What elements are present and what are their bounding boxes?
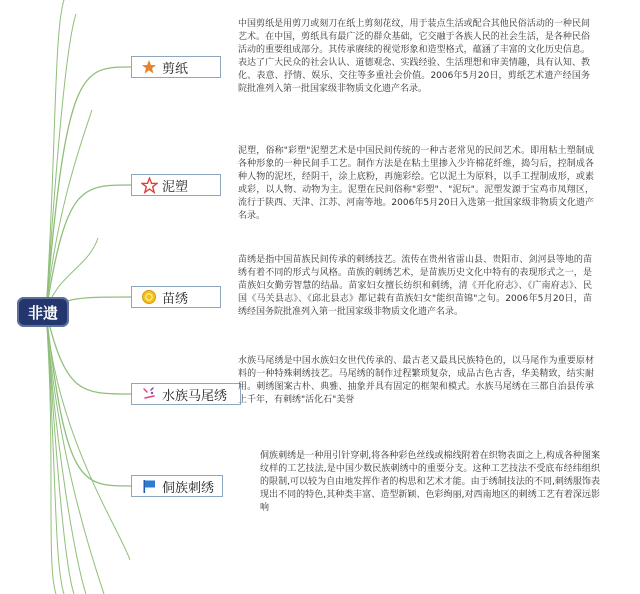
branch-node-nisu[interactable] [131, 174, 221, 196]
branch-description: 苗绣是指中国苗族民间传承的刺绣技艺。流传在贵州省雷山县、贵阳市、剑河县等地的苗绣有着不同的形式与风格。苗族的刺绣艺术，是苗族历史文化中特有的表现形式之一，是苗族妇女勤劳智慧的结晶。苗家妇女擅长纺织和刺绣，清《开化府志》、《广南府志》、民国《马关县志》、《邱北县志》都记载有苗族妇女"能织苗锦"之句。2006年5月20日，苗绣经国务院批准列入第一批国家级非物质文化遗产名录。 [238, 255, 592, 317]
sparkle-icon [140, 385, 158, 403]
branch-node-dongzu-cixiu[interactable] [131, 475, 223, 497]
branch-description: 水族马尾绣是中国水族妇女世代传承的、最古老又最具民族特色的，以马尾作为重要原材料的一种特殊刺绣技艺。马尾绣的制作过程繁琐复杂，成品古色古香，华美精致，结实耐用。刺绣图案古朴、典雅、抽象并具有固定的框架和模式。水族马尾绣在三都自治县传承上千年，有刺绣"活化石"美誉 [238, 356, 594, 405]
branch-connector-line [46, 185, 131, 312]
branch-node-shuizu-maweixiu[interactable] [131, 383, 241, 405]
branch-connector-line [46, 67, 131, 312]
branch-label: 剪纸 [162, 61, 189, 77]
branch-description: 泥塑，俗称"彩塑"泥塑艺术是中国民间传统的一种古老常见的民间艺术。即用粘土塑制成各种形象的一种民间手工艺。制作方法是在粘土里掺入少许棉花纤维，捣匀后，控制成各种人物的泥坯，经阴干，涂上底粉，再施彩绘。它以泥土为原料，以手工捏制成形，或素或彩，以人物、动物为主。泥塑在民间俗称"彩塑"、"泥玩"。泥塑发源于宝鸡市凤翔区，流行于陕西、天津、江苏、河南等地。2006年5月20日入选第一批国家级非物质文化遗产名录。 [238, 146, 594, 221]
gold-medal-icon [140, 288, 158, 306]
orange-star-icon [140, 58, 158, 76]
branch-description: 侗族刺绣是一种用引针穿刺,将各种彩色丝线或棉线附着在织物表面之上,构成各种图案纹样的工艺技法,是中国少数民族刺绣中的重要分支。这种工艺技法不受底布经纬组织的限制,可以较为自由地发挥作者的构思和艺术才能。由于绣制技法的不同,刺绣服饰表现出不同的特色,其种类丰富、造型新颖、色彩绚丽,对西南地区的刺绣工艺有着深远影响 [260, 451, 600, 513]
blue-flag-icon [140, 477, 158, 495]
branch-label: 泥塑 [162, 179, 189, 195]
branch-node-miaoxiu[interactable] [131, 286, 221, 308]
branch-label: 侗族刺绣 [162, 480, 215, 496]
branch-description: 中国剪纸是用剪刀或刻刀在纸上剪刻花纹，用于装点生活或配合其他民俗活动的一种民间艺术。在中国，剪纸具有最广泛的群众基础，它交融于各族人民的社会生活，是各种民俗活动的重要组成部分。其传承赓续的视觉形象和造型格式，蕴涵了丰富的文化历史信息。表达了广大民众的社会认认、道德观念、实践经验、生活理想和审美情趣，具有认知、教化、表意、抒情、娱乐、交往等多重社会价值。2006年5月20日，剪纸艺术遗产经国务院批准列入第一批国家级非物质文化遗产名录。 [238, 19, 590, 94]
red-outline-star-icon [140, 176, 158, 194]
branch-label: 水族马尾绣 [162, 388, 228, 404]
decorative-connector-line [46, 312, 130, 560]
branch-connector-line [46, 312, 131, 486]
decorative-connector-line [46, 312, 104, 594]
branch-node-jianzhi[interactable] [131, 56, 221, 78]
root-label: 非遗 [27, 303, 58, 322]
branch-label: 苗绣 [162, 291, 189, 307]
root-node[interactable] [17, 297, 69, 327]
